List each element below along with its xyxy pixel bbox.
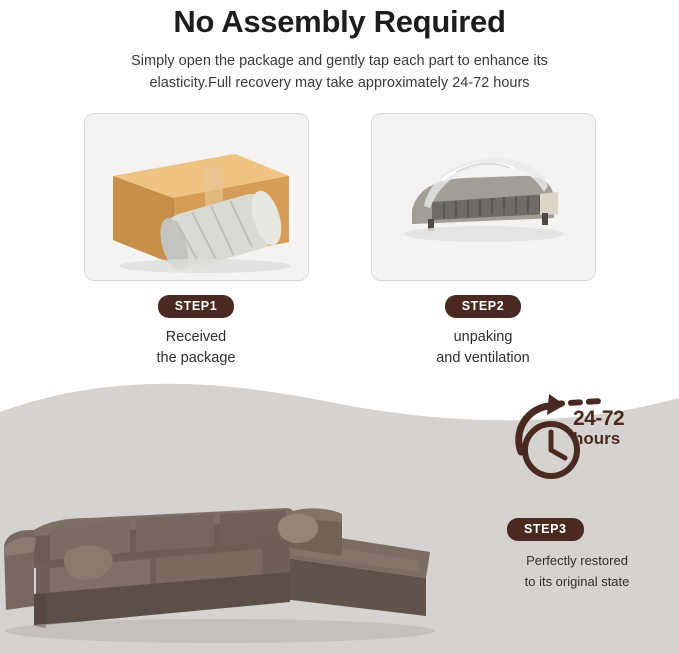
step-1-badge: STEP1: [158, 295, 235, 318]
plastic-wrapped-compressed-sofa-photo: [372, 114, 595, 280]
page-subtitle: [70, 50, 610, 95]
step-1-caption: [156, 327, 235, 371]
clock-group: [505, 388, 665, 488]
step-2-block: [371, 113, 596, 371]
step-2-caption-line-2: and ventilation: [436, 350, 530, 367]
step-2-caption-line-1: unpaking: [453, 328, 513, 345]
step-3-caption-line-1: Perfectly restored: [526, 553, 628, 568]
clock-duration-unit: hours: [573, 429, 621, 449]
clock-duration-text: [573, 408, 665, 448]
step-3-caption-line-2: to its original state: [524, 574, 630, 590]
step-2-image-frame: [371, 113, 596, 281]
step-3-badge: STEP3: [507, 518, 584, 541]
bottom-scene: [0, 376, 679, 654]
page-title: No Assembly Required: [173, 4, 506, 39]
step-2-caption: [436, 327, 530, 371]
step-2-badge: STEP2: [445, 295, 522, 318]
step-3-caption: [487, 550, 667, 593]
steps-row: [0, 113, 679, 371]
clock-duration-value: 24-72: [573, 407, 625, 430]
step-1-image-frame: [84, 113, 309, 281]
subtitle-line-2: elasticity.Full recovery may take approximately 24-72 hours: [149, 75, 530, 92]
cardboard-box-and-rolled-package-photo: [85, 114, 308, 280]
subtitle-line-1: Simply open the package and gently tap each part to enhance its: [131, 52, 548, 69]
step-1-block: [84, 113, 309, 371]
step-1-caption-line-2: the package: [156, 350, 236, 367]
step-1-caption-line-1: Received: [165, 328, 227, 345]
sofa-image: [0, 456, 450, 646]
restored-brown-sectional-sofa-photo: [0, 456, 450, 646]
